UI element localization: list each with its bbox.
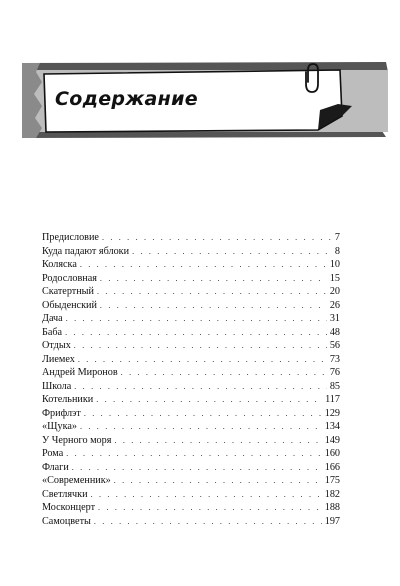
toc-leader-dots xyxy=(121,366,327,380)
toc-entry-title: Рома xyxy=(42,448,64,459)
toc-entry-title: Баба xyxy=(42,326,63,338)
toc-entry[interactable] xyxy=(42,231,340,245)
table-of-contents xyxy=(42,231,340,528)
toc-entry-title: «Щука» xyxy=(42,421,77,432)
toc-entry[interactable] xyxy=(42,258,340,272)
toc-entry-title: Самоцветы xyxy=(42,515,91,527)
toc-entry-page: 149 xyxy=(324,434,340,446)
toc-entry-title: Коляска xyxy=(42,259,77,270)
toc-leader-dots xyxy=(74,380,327,394)
toc-entry-title: Родословная xyxy=(42,272,97,284)
toc-leader-dots xyxy=(80,258,327,272)
header-ribbon xyxy=(0,0,400,160)
toc-entry[interactable] xyxy=(42,312,340,326)
ribbon-graphic xyxy=(0,0,400,160)
toc-entry-title: Фрифлэт xyxy=(42,407,81,419)
toc-entry-title: Котельники xyxy=(42,394,94,405)
toc-entry-title: Предисловие xyxy=(42,232,99,243)
toc-entry[interactable] xyxy=(42,326,340,340)
toc-leader-dots xyxy=(66,447,322,461)
toc-leader-dots xyxy=(74,339,327,353)
toc-entry[interactable] xyxy=(42,488,340,502)
toc-entry-page: 20 xyxy=(329,286,340,297)
toc-entry-page: 197 xyxy=(324,515,340,527)
toc-entry-title: У Черного моря xyxy=(42,434,112,446)
toc-entry-page: 10 xyxy=(329,259,340,270)
toc-leader-dots xyxy=(100,299,327,313)
toc-leader-dots xyxy=(114,474,322,488)
toc-leader-dots xyxy=(97,285,327,299)
toc-leader-dots xyxy=(72,461,322,475)
toc-leader-dots xyxy=(66,312,327,326)
toc-entry-title: Куда падают яблоки xyxy=(42,245,130,257)
toc-leader-dots xyxy=(96,393,322,407)
toc-entry[interactable] xyxy=(42,474,340,488)
toc-entry-page: 48 xyxy=(329,326,340,338)
toc-entry-title: Школа xyxy=(42,380,72,392)
toc-entry-page: 26 xyxy=(329,299,340,311)
toc-entry[interactable] xyxy=(42,461,340,475)
toc-entry[interactable] xyxy=(42,272,340,286)
toc-entry[interactable] xyxy=(42,366,340,380)
toc-entry[interactable] xyxy=(42,299,340,313)
toc-entry-title: Андрей Миронов xyxy=(42,367,118,378)
toc-entry[interactable] xyxy=(42,285,340,299)
toc-entry-title: Светлячки xyxy=(42,488,88,500)
toc-entry-page: 166 xyxy=(324,461,340,473)
toc-entry-page: 160 xyxy=(324,448,340,459)
toc-entry[interactable] xyxy=(42,380,340,394)
toc-leader-dots xyxy=(78,353,327,367)
toc-entry-title: Флаги xyxy=(42,461,69,473)
toc-entry[interactable] xyxy=(42,515,340,529)
toc-leader-dots xyxy=(80,420,322,434)
toc-leader-dots xyxy=(65,326,327,340)
toc-entry-title: Москонцерт xyxy=(42,502,96,513)
toc-entry[interactable] xyxy=(42,420,340,434)
toc-leader-dots xyxy=(98,501,322,515)
toc-entry-page: 134 xyxy=(324,421,340,432)
toc-entry-page: 31 xyxy=(329,313,340,324)
toc-entry[interactable] xyxy=(42,434,340,448)
toc-entry-title: Дача xyxy=(42,313,63,324)
toc-entry[interactable] xyxy=(42,339,340,353)
toc-leader-dots xyxy=(91,488,322,502)
toc-entry-page: 175 xyxy=(324,475,340,486)
toc-entry-title: Отдых xyxy=(42,340,71,351)
toc-entry-page: 76 xyxy=(329,367,340,378)
toc-entry-page: 117 xyxy=(325,394,340,405)
toc-entry-page: 188 xyxy=(324,502,340,513)
toc-leader-dots xyxy=(102,231,332,245)
toc-entry-title: Лиемех xyxy=(42,353,75,365)
toc-entry[interactable] xyxy=(42,393,340,407)
page-title: Содержание xyxy=(55,88,198,110)
toc-entry-title: Скатертный xyxy=(42,286,94,297)
toc-entry[interactable] xyxy=(42,407,340,421)
toc-entry-page: 8 xyxy=(334,245,340,257)
toc-entry-page: 7 xyxy=(334,232,340,243)
toc-entry-title: «Современник» xyxy=(42,475,111,486)
toc-leader-dots xyxy=(84,407,322,421)
toc-entry-page: 85 xyxy=(329,380,340,392)
toc-entry-page: 15 xyxy=(329,272,340,284)
toc-leader-dots xyxy=(94,515,322,529)
toc-leader-dots xyxy=(100,272,327,286)
toc-entry-page: 73 xyxy=(329,353,340,365)
toc-entry-title: Обыденский xyxy=(42,299,97,311)
toc-entry[interactable] xyxy=(42,245,340,259)
toc-entry-page: 56 xyxy=(329,340,340,351)
toc-entry[interactable] xyxy=(42,447,340,461)
toc-entry-page: 129 xyxy=(324,407,340,419)
toc-entry[interactable] xyxy=(42,501,340,515)
toc-leader-dots xyxy=(132,245,332,259)
toc-entry[interactable] xyxy=(42,353,340,367)
toc-leader-dots xyxy=(114,434,321,448)
toc-entry-page: 182 xyxy=(324,488,340,500)
